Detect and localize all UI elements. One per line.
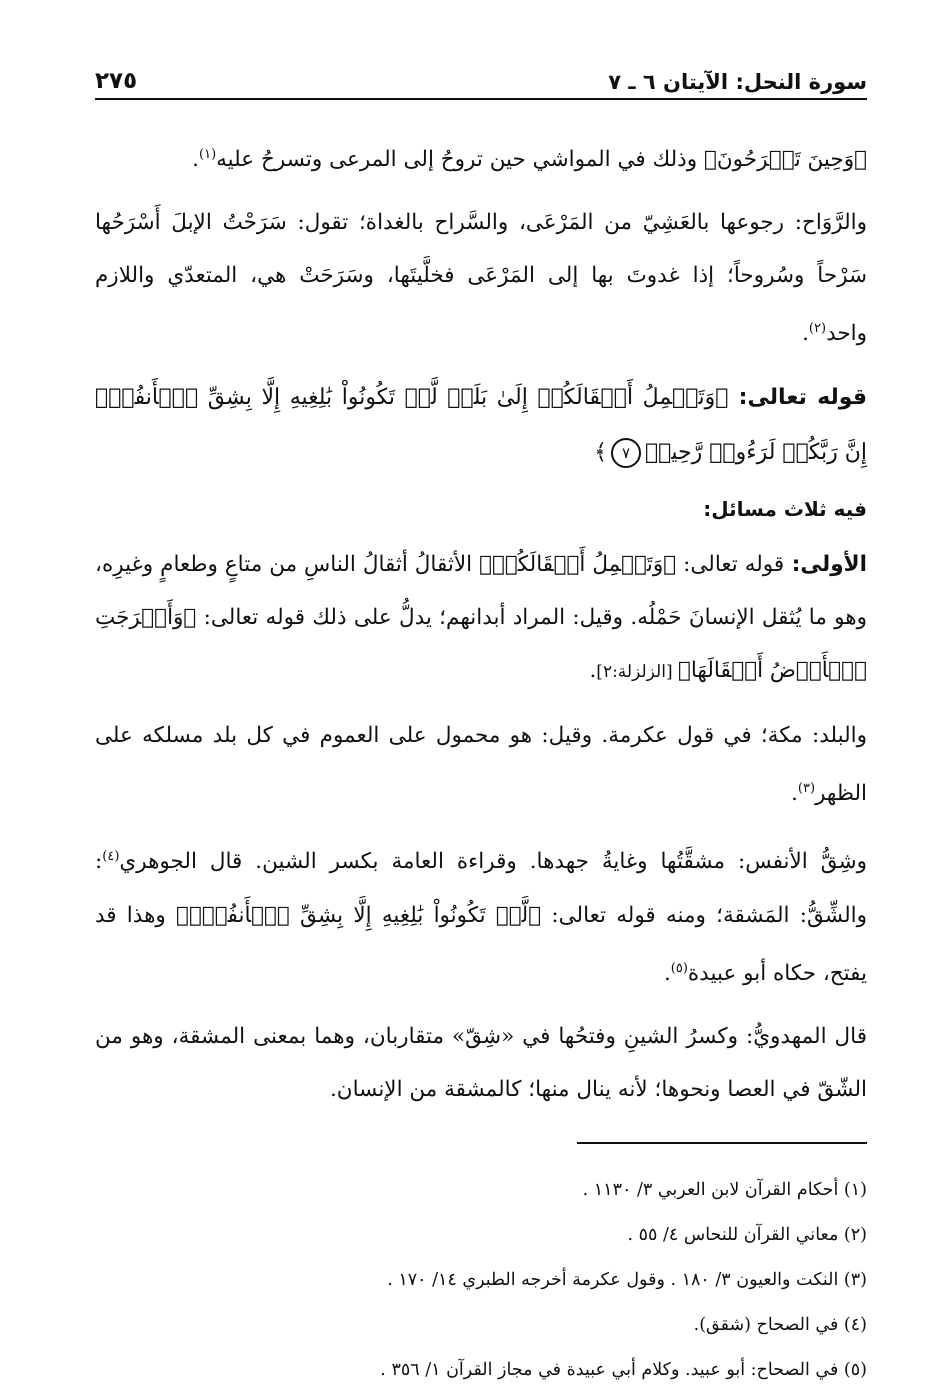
footnote-ref: (٣) xyxy=(797,781,816,797)
paragraph-7 xyxy=(95,830,867,999)
quran-quote: ﴿لَّمۡ تَكُونُواْ بَٰلِغِيهِ إِلَّا بِشِقِّ ٱلۡأَنفُسِۚ﴾ xyxy=(176,902,542,928)
paragraph-end: . xyxy=(802,321,809,347)
running-header xyxy=(95,60,867,100)
footnote-item: (١) أحكام القرآن لابن العربي ٣/ ١١٣٠ . xyxy=(582,1179,867,1200)
ayah-number-mark: ٧ xyxy=(611,438,641,468)
chapter-title: سورة النحل: الآيتان ٦ ـ ٧ xyxy=(608,70,867,94)
footnotes xyxy=(95,1168,867,1393)
paragraph-text: وهذا قد يفتح، حكاه أبو عبيدة xyxy=(95,902,867,986)
page-number: ٢٧٥ xyxy=(95,68,138,94)
footnote-ref: (٥) xyxy=(670,960,688,976)
paragraph-text: قال المهدويُّ: وكسرُ الشينِ وفتحُها في «شِقّ» متقاربان، وهما بمعنى المشقة، وهو من الشّقّ في العصا ونحوها؛ لأنه ينال منها؛ كالمشقة من الإنسان. xyxy=(95,1023,867,1102)
paragraph-2 xyxy=(95,196,867,360)
quran-quote: ﴿وَحِينَ تَسۡرَحُونَ﴾ xyxy=(703,147,867,173)
quran-quote: ﴿وَأَخۡرَجَتِ ٱلۡأَرۡضُ أَثۡقَالَهَا﴾ xyxy=(95,605,867,684)
paragraph-text: والبلد: مكة؛ في قول عكرمة. وقيل: هو محمول على العموم في كل بلد مسلكه على الظهر xyxy=(95,723,867,807)
paragraph-end: . xyxy=(589,658,597,684)
quran-close: ﴾ xyxy=(594,440,607,466)
verse-lead: قوله تعالى: xyxy=(728,385,868,411)
footnote-item: (٢) معاني القرآن للنحاس ٤/ ٥٥ . xyxy=(627,1224,867,1245)
footnote-ref: (٢) xyxy=(808,321,827,337)
surah-reference: [الزلزلة:٢] xyxy=(596,662,678,683)
main-text xyxy=(95,128,867,1116)
paragraph-text: والرَّوَاح: رجوعها بالعَشِيّ من المَرْعَى، والسَّراح بالغداة؛ تقول: سَرَحْتُ الإبلَ أَسْرَحُها سَرْحاً وسُروحاً؛ إذا غدوتَ بها إلى المَرْعَى فخلَّيتَها، وسَرَحَتْ هي، المتعدّي واللازم واحد xyxy=(95,210,867,347)
paragraph-5 xyxy=(95,538,867,699)
quran-verse: ﴿وَتَحۡمِلُ أَثۡقَالَكُمۡ إِلَىٰ بَلَدٖ لَّمۡ تَكُونُواْ بَٰلِغِيهِ إِلَّا بِشِقِّ ٱلۡأَنفُسِۚ إِنَّ رَبَّكُمۡ لَرَءُوفٞ رَّحِيمٞ xyxy=(95,385,867,466)
section-heading: فيه ثلاث مسائل: xyxy=(703,497,867,522)
paragraph-6 xyxy=(95,709,867,820)
paragraph-1 xyxy=(95,128,867,186)
verse-paragraph xyxy=(95,370,867,480)
paragraph-8 xyxy=(95,1010,867,1116)
paragraph-end: . xyxy=(663,960,671,986)
paragraph-end: . xyxy=(192,147,200,173)
quran-quote: ﴿وَتَحۡمِلُ أَثۡقَالَكُمۡ﴾ xyxy=(479,552,677,578)
paragraph-text: قوله تعالى: xyxy=(676,552,785,578)
paragraph-text: وشِقُّ الأنفس: مشقَّتُها وغايةُ جهدها. وقراءة العامة بكسر الشين. قال الجوهري xyxy=(119,849,867,875)
paragraph-text: وذلك في المواشي حين تروحُ إلى المرعى وتسرحُ عليه xyxy=(216,147,704,173)
footnote-item: (٣) النكت والعيون ٣/ ١٨٠ . وقول عكرمة أخرجه الطبري ١٤/ ١٧٠ . xyxy=(387,1269,867,1290)
issue-label: الأولى: xyxy=(784,552,867,578)
footnote-ref: (٤) xyxy=(102,849,120,865)
paragraph-text: : والشِّقُّ: المَشقة؛ ومنه قوله تعالى: xyxy=(95,849,867,928)
paragraph-end: . xyxy=(791,781,798,807)
footnote-divider xyxy=(577,1142,867,1144)
footnote-ref: (١) xyxy=(199,147,217,162)
footnote-item: (٥) في الصحاح: أبو عبيد. وكلام أبي عبيدة في مجاز القرآن ١/ ٣٥٦ . xyxy=(380,1359,867,1380)
footnote-item: (٤) في الصحاح (شقق). xyxy=(693,1314,867,1335)
paragraph-text: الأثقالُ أثقالُ الناسِ من متاعٍ وطعامٍ وغيرِه، وهو ما يُثقل الإنسانَ حَمْلُه. وقيل: المراد أبدانهم؛ يدلُّ على ذلك قوله تعالى: xyxy=(95,552,867,631)
